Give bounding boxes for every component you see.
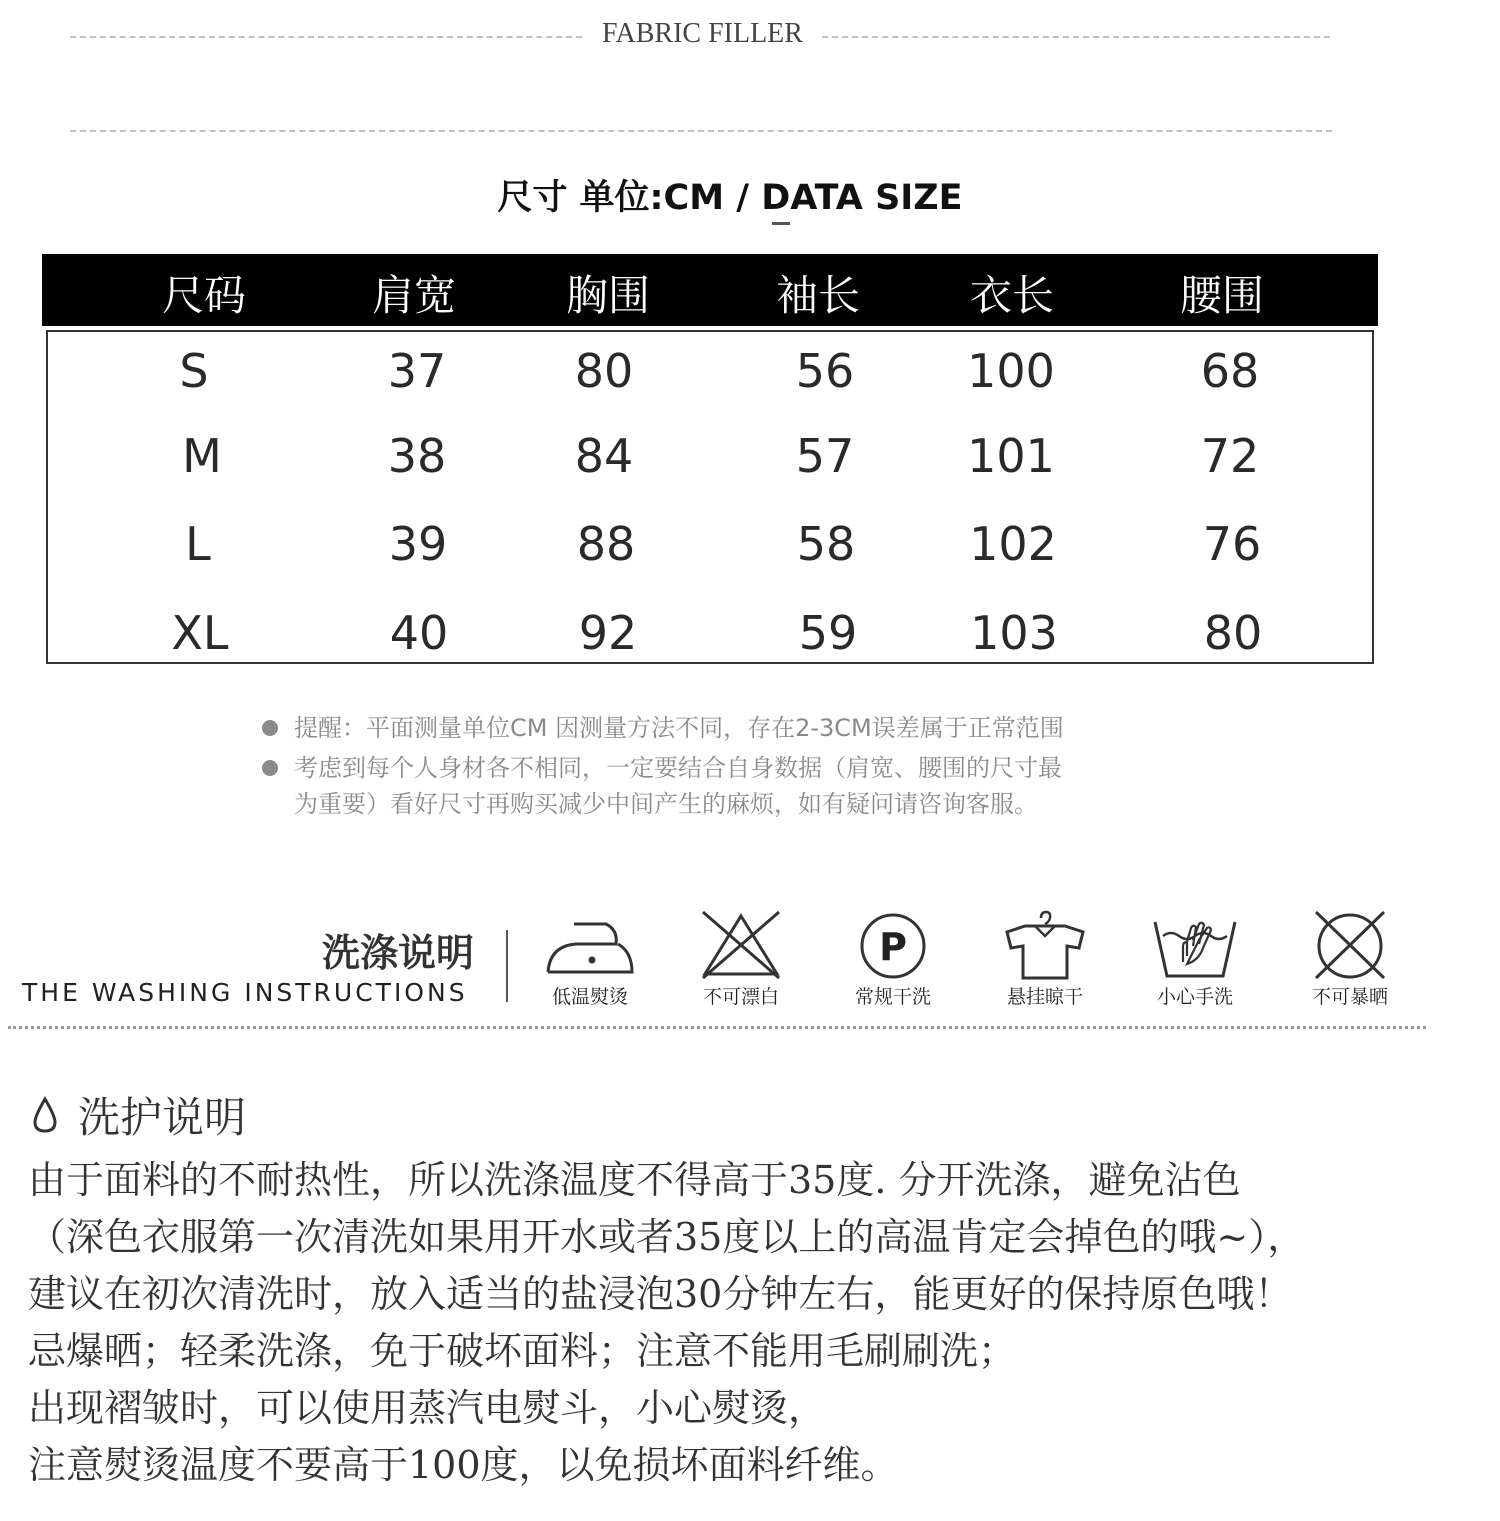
svg-text:P: P — [879, 925, 907, 969]
chest-cell: 88 — [576, 517, 636, 571]
size-notes — [262, 710, 1162, 822]
care-line: 忌爆晒；轻柔洗涤，免于破坏面料；注意不能用毛刷刷洗； — [28, 1329, 1017, 1373]
col-header-size: 尺码 — [161, 271, 246, 320]
care-title — [32, 1085, 246, 1145]
shoulder-cell: 39 — [388, 517, 448, 571]
note-item — [262, 710, 1162, 746]
chest-cell: 80 — [574, 344, 634, 398]
wash-symbol-hang-dry — [980, 910, 1110, 1009]
wash-symbol-no-tumble — [1285, 910, 1415, 1009]
note-text: 提醒：平面测量单位CM 因测量方法不同，存在2-3CM误差属于正常范围 — [294, 714, 1064, 742]
sleeve-cell: 58 — [796, 517, 856, 571]
hand-wash-icon — [1145, 910, 1245, 980]
hang-dry-icon — [995, 910, 1095, 980]
shoulder-cell: 37 — [387, 344, 447, 398]
iron-low-temp-icon — [540, 910, 640, 980]
size-cell: L — [185, 517, 211, 571]
washing-title-en: THE WASHING INSTRUCTIONS — [22, 978, 468, 1007]
bullet-icon — [262, 760, 278, 776]
care-line: （深色衣服第一次清洗如果用开水或者35度以上的高温肯定会掉色的哦~）， — [28, 1215, 1306, 1259]
bullet-icon — [262, 720, 278, 736]
note-text: 为重要）看好尺寸再购买减少中间产生的麻烦，如有疑问请咨询客服。 — [294, 790, 1038, 818]
wash-symbol-iron — [525, 910, 655, 1009]
care-line: 建议在初次清洗时，放入适当的盐浸泡30分钟左右，能更好的保持原色哦！ — [28, 1272, 1293, 1316]
wash-symbol-label: 悬挂晾干 — [1006, 986, 1083, 1008]
size-table-header — [42, 254, 1378, 326]
length-cell: 103 — [970, 606, 1058, 660]
length-cell: 102 — [969, 517, 1057, 571]
washing-title-cn: 洗涤说明 — [321, 931, 474, 975]
waist-cell: 68 — [1200, 344, 1260, 398]
size-chart-heading: 尺寸 单位:CM / DATA SIZE — [497, 178, 963, 218]
col-header-chest: 胸围 — [565, 271, 650, 320]
sleeve-cell: 59 — [798, 606, 858, 660]
wash-symbol-no-bleach — [676, 910, 806, 1009]
heading-underline — [772, 222, 790, 225]
col-header-shoulder: 肩宽 — [371, 271, 456, 320]
no-bleach-icon — [691, 910, 791, 980]
note-item — [262, 750, 1162, 822]
length-cell: 100 — [967, 344, 1055, 398]
header-divider-right — [822, 36, 1330, 38]
note-text: 考虑到每个人身材各不相同，一定要结合自身数据（肩宽、腰围的尺寸最 — [294, 754, 1062, 782]
size-cell: XL — [171, 606, 229, 660]
length-cell: 101 — [967, 429, 1055, 483]
wash-symbol-label: 不可暴晒 — [1311, 986, 1388, 1008]
shoulder-cell: 38 — [387, 429, 447, 483]
care-line: 由于面料的不耐热性，所以洗涤温度不得高于35度. 分开洗涤，避免沾色 — [28, 1158, 1241, 1202]
care-line: 注意熨烫温度不要高于100度，以免损坏面料纤维。 — [28, 1443, 899, 1487]
wash-symbol-label: 不可漂白 — [702, 986, 779, 1008]
col-header-waist: 腰围 — [1179, 271, 1264, 320]
dry-clean-p-icon — [843, 910, 943, 980]
wash-symbol-hand-wash — [1130, 910, 1260, 1009]
col-header-sleeve: 袖长 — [775, 271, 860, 320]
wash-symbol-label: 低温熨烫 — [551, 986, 628, 1008]
section-divider — [70, 130, 1332, 132]
shoulder-cell: 40 — [389, 606, 449, 660]
wash-symbol-dry-clean — [828, 910, 958, 1009]
waist-cell: 76 — [1202, 517, 1262, 571]
care-instructions — [28, 1152, 1468, 1494]
chest-cell: 84 — [574, 429, 634, 483]
waist-cell: 80 — [1203, 606, 1263, 660]
washing-dotted-divider — [8, 1026, 1426, 1029]
col-header-length: 衣长 — [969, 271, 1054, 320]
washing-separator — [506, 930, 508, 1002]
chest-cell: 92 — [578, 606, 638, 660]
size-table-body — [46, 330, 1374, 664]
waist-cell: 72 — [1200, 429, 1260, 483]
wash-symbol-label: 小心手洗 — [1156, 986, 1233, 1008]
fabric-title: FABRIC FILLER — [602, 18, 803, 49]
sleeve-cell: 57 — [795, 429, 855, 483]
wash-symbol-label: 常规干洗 — [854, 986, 931, 1008]
water-drop-icon — [32, 1096, 58, 1134]
no-tumble-dry-icon — [1300, 910, 1400, 980]
care-title-text: 洗护说明 — [78, 1093, 247, 1142]
sleeve-cell: 56 — [795, 344, 855, 398]
size-cell: S — [179, 344, 209, 398]
care-line: 出现褶皱时，可以使用蒸汽电熨斗，小心熨烫， — [28, 1386, 827, 1430]
size-cell: M — [182, 429, 222, 483]
